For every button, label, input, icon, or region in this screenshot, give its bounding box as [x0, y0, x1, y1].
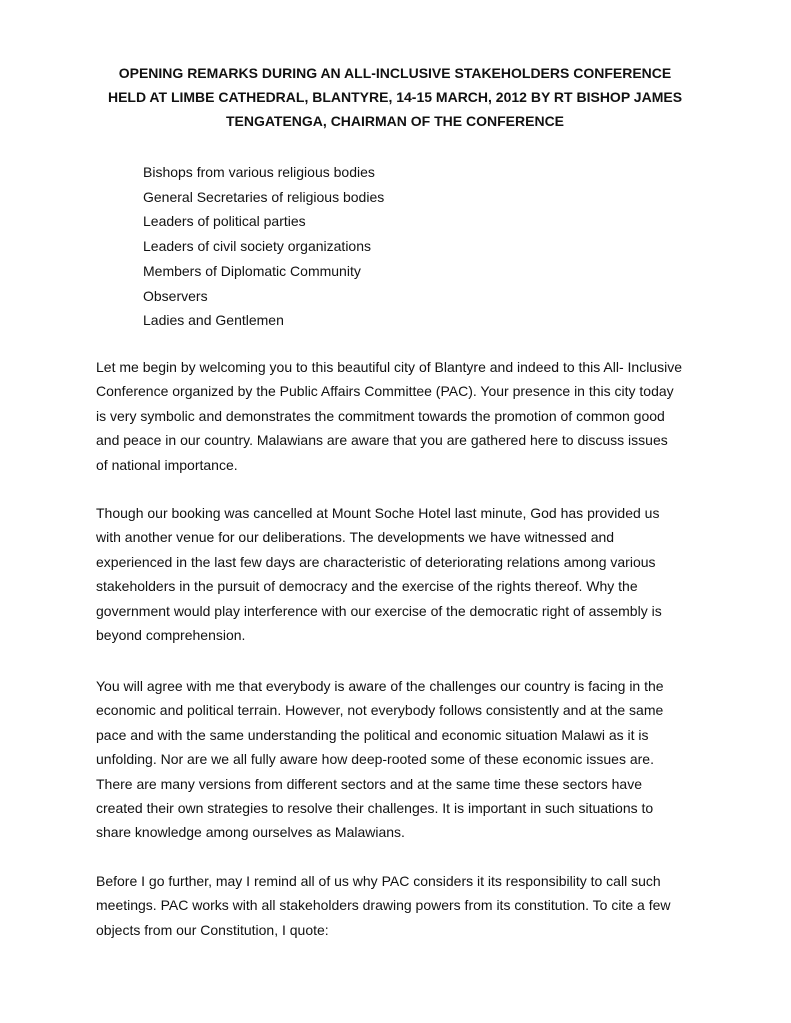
text-line: beyond comprehension.: [96, 627, 246, 644]
text-line: Before I go further, may I remind all of us why PAC considers it its responsibility to call such: [96, 873, 661, 889]
text-line: Conference organized by the Public Affairs Committee (PAC). Your presence in this city today: [96, 383, 674, 400]
title-line: OPENING REMARKS DURING AN ALL-INCLUSIVE STAKEHOLDERS CONFERENCE: [118, 65, 672, 81]
text-line: with another venue for our deliberations. The developments we have witnessed and: [96, 529, 615, 546]
title-line: TENGATENGA, CHAIRMAN OF THE CONFERENCE: [225, 113, 565, 129]
text-line: Though our booking was cancelled at Mount Soche Hotel last minute, God has provided us: [96, 505, 660, 521]
salutation-item: Ladies and Gentlemen: [143, 312, 284, 329]
salutation-item: Observers: [143, 287, 208, 304]
salutation-item: Members of Diplomatic Community: [143, 262, 361, 279]
salutation-item: Bishops from various religious bodies: [143, 164, 375, 180]
salutation-list: [143, 160, 384, 333]
text-line: and peace in our country. Malawians are aware that you are gathered here to discuss issues: [96, 432, 668, 449]
text-line: share knowledge among ourselves as Malawians.: [96, 824, 405, 841]
text-line: created their own strategies to resolve their challenges. It is important in such situations to: [96, 800, 654, 817]
text-line: economic and political terrain. However, not everybody follows consistently and at the same: [96, 702, 664, 719]
salutation-item: Leaders of political parties: [143, 213, 306, 230]
venue-paragraph: [96, 501, 696, 647]
text-line: Let me begin by welcoming you to this beautiful city of Blantyre and indeed to this All- Inclusive: [96, 359, 682, 375]
document-title: [96, 61, 694, 133]
text-line: of national importance.: [96, 456, 238, 473]
challenges-paragraph: [96, 674, 696, 845]
text-line: experienced in the last few days are characteristic of deteriorating relations among various: [96, 553, 656, 570]
title-line: HELD AT LIMBE CATHEDRAL, BLANTYRE, 14-15 MARCH, 2012 BY RT BISHOP JAMES: [107, 89, 683, 105]
text-line: meetings. PAC works with all stakeholders drawing powers from its constitution. To cite a few: [96, 897, 671, 914]
text-line: objects from our Constitution, I quote:: [96, 921, 329, 938]
text-line: You will agree with me that everybody is aware of the challenges our country is facing in the: [96, 678, 664, 694]
text-line: stakeholders in the pursuit of democracy and the exercise of the rights thereof. Why the: [96, 578, 638, 595]
text-line: is very symbolic and demonstrates the commitment towards the promotion of common good: [96, 407, 665, 424]
text-line: pace and with the same understanding the political and economic situation Malawi as it is: [96, 726, 649, 743]
salutation-item: General Secretaries of religious bodies: [143, 188, 385, 205]
welcome-paragraph: [96, 355, 696, 477]
text-line: unfolding. Nor are we all fully aware how deep-rooted some of these economic issues are.: [96, 751, 654, 768]
salutation-item: Leaders of civil society organizations: [143, 238, 372, 255]
text-line: government would play interference with our exercise of the democratic right of assembly is: [96, 602, 662, 619]
text-line: There are many versions from different sectors and at the same time these sectors have: [96, 775, 642, 792]
pac-paragraph: [96, 869, 696, 942]
